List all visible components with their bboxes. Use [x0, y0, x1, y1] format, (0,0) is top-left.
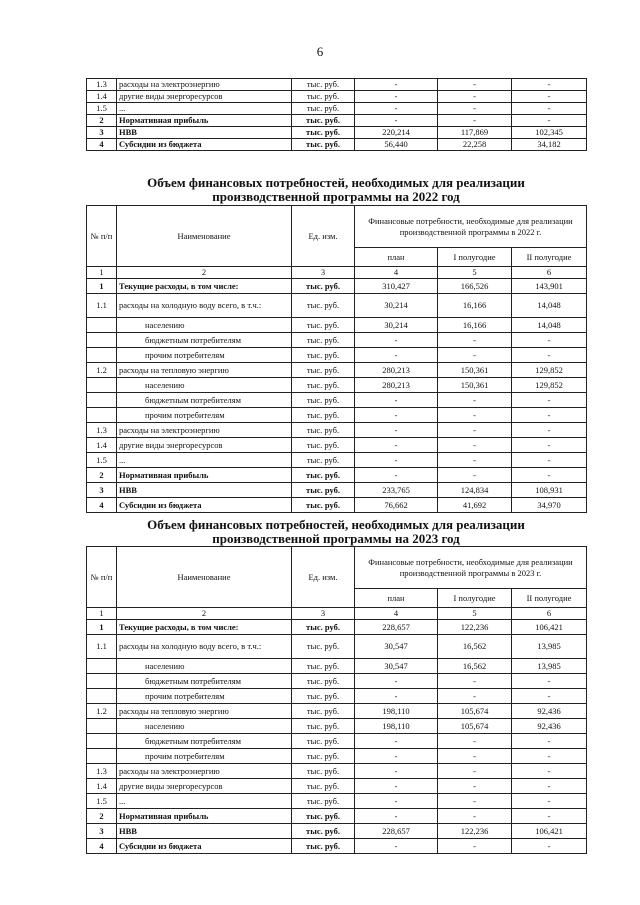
row-unit: тыс. руб. — [292, 294, 355, 318]
row-value-half1: 41,692 — [438, 498, 512, 513]
row-num: 1 — [87, 620, 117, 635]
row-unit: тыс. руб. — [292, 764, 355, 779]
row-value-half1: - — [438, 333, 512, 348]
row-value-half1: - — [438, 749, 512, 764]
row-name: Нормативная прибыль — [117, 809, 292, 824]
header-group: Финансовые потребности, необходимые для реализации производственной программы в 2023 г. — [355, 547, 587, 589]
row-unit: тыс. руб. — [292, 393, 355, 408]
row-value-plan: 310,427 — [355, 279, 438, 294]
row-value-half2: - — [512, 393, 587, 408]
row-num: 1.4 — [87, 438, 117, 453]
column-index: 1 — [87, 267, 117, 279]
row-num: 1.5 — [87, 794, 117, 809]
row-unit: тыс. руб. — [292, 115, 355, 127]
row-name: расходы на электроэнергию — [117, 79, 292, 91]
row-name: населению — [117, 378, 292, 393]
row-value-half1: 124,834 — [438, 483, 512, 498]
column-index: 4 — [355, 267, 438, 279]
column-index: 6 — [512, 267, 587, 279]
row-name: Нормативная прибыль — [117, 468, 292, 483]
row-name: Нормативная прибыль — [117, 115, 292, 127]
row-num: 1.4 — [87, 779, 117, 794]
header-half2: II полугодие — [512, 248, 587, 267]
row-value-half2: - — [512, 438, 587, 453]
row-value-half1: - — [438, 689, 512, 704]
row-value-half2: 14,048 — [512, 294, 587, 318]
table-row — [87, 91, 587, 103]
row-value-plan: - — [355, 393, 438, 408]
row-num: 4 — [87, 139, 117, 151]
table-row — [87, 635, 587, 659]
row-unit: тыс. руб. — [292, 468, 355, 483]
financial-table-2023 — [86, 546, 587, 854]
row-value-half1: 150,361 — [438, 363, 512, 378]
row-value-plan: - — [355, 674, 438, 689]
row-unit: тыс. руб. — [292, 734, 355, 749]
row-unit: тыс. руб. — [292, 91, 355, 103]
table-row — [87, 103, 587, 115]
row-name: населению — [117, 719, 292, 734]
row-value-half1: 117,869 — [438, 127, 512, 139]
row-value-half2: - — [512, 348, 587, 363]
row-num: 1.1 — [87, 294, 117, 318]
row-name: бюджетным потребителям — [117, 674, 292, 689]
row-value-half2: 129,852 — [512, 378, 587, 393]
row-num: 1.3 — [87, 764, 117, 779]
row-value-plan: - — [355, 689, 438, 704]
table-title-line2: производственной программы на 2023 год — [212, 531, 460, 546]
table-row — [87, 498, 587, 513]
row-num: 2 — [87, 115, 117, 127]
row-value-plan: - — [355, 468, 438, 483]
row-unit: тыс. руб. — [292, 279, 355, 294]
continuation-table — [86, 78, 587, 151]
row-num: 1.1 — [87, 635, 117, 659]
table-title-line2: производственной программы на 2022 год — [212, 189, 460, 204]
row-unit: тыс. руб. — [292, 453, 355, 468]
row-value-half1: - — [438, 839, 512, 854]
row-unit: тыс. руб. — [292, 689, 355, 704]
row-value-half1: - — [438, 91, 512, 103]
row-value-plan: - — [355, 779, 438, 794]
row-value-half1: 16,166 — [438, 318, 512, 333]
table-row — [87, 620, 587, 635]
row-name: другие виды энергоресурсов — [117, 438, 292, 453]
row-value-half2: - — [512, 809, 587, 824]
table-2023-title — [86, 518, 586, 546]
row-value-half2: - — [512, 115, 587, 127]
row-num: 1.3 — [87, 79, 117, 91]
row-value-plan: - — [355, 348, 438, 363]
row-value-plan: 30,214 — [355, 318, 438, 333]
header-unit: Ед. изм. — [292, 547, 355, 608]
row-value-half2: - — [512, 423, 587, 438]
row-value-half2: - — [512, 749, 587, 764]
row-name: бюджетным потребителям — [117, 734, 292, 749]
table-row — [87, 438, 587, 453]
row-num: 3 — [87, 824, 117, 839]
row-unit: тыс. руб. — [292, 378, 355, 393]
row-value-plan: 280,213 — [355, 378, 438, 393]
row-value-half1: - — [438, 348, 512, 363]
row-value-half2: - — [512, 689, 587, 704]
row-value-plan: 198,110 — [355, 719, 438, 734]
financial-table-2022 — [86, 205, 587, 513]
table-row — [87, 764, 587, 779]
row-value-half2: 13,985 — [512, 635, 587, 659]
row-value-plan: 30,547 — [355, 635, 438, 659]
row-unit: тыс. руб. — [292, 408, 355, 423]
table-row — [87, 318, 587, 333]
table-row — [87, 839, 587, 854]
row-unit: тыс. руб. — [292, 809, 355, 824]
row-value-half1: - — [438, 115, 512, 127]
row-name: прочим потребителям — [117, 749, 292, 764]
row-unit: тыс. руб. — [292, 333, 355, 348]
row-value-plan: 76,662 — [355, 498, 438, 513]
row-value-half1: - — [438, 79, 512, 91]
row-value-plan: 233,765 — [355, 483, 438, 498]
header-half1: I полугодие — [438, 589, 512, 608]
row-name: расходы на тепловую энергию — [117, 363, 292, 378]
row-value-plan: - — [355, 115, 438, 127]
row-value-half1: - — [438, 468, 512, 483]
row-value-half1: 122,236 — [438, 824, 512, 839]
row-name: бюджетным потребителям — [117, 393, 292, 408]
row-name: расходы на тепловую энергию — [117, 704, 292, 719]
row-value-half2: 14,048 — [512, 318, 587, 333]
row-unit: тыс. руб. — [292, 635, 355, 659]
row-name: расходы на электроэнергию — [117, 423, 292, 438]
row-name: бюджетным потребителям — [117, 333, 292, 348]
row-num: 4 — [87, 839, 117, 854]
row-value-plan: - — [355, 91, 438, 103]
row-value-half2: 106,421 — [512, 620, 587, 635]
row-name: прочим потребителям — [117, 348, 292, 363]
table-row — [87, 363, 587, 378]
table-row — [87, 453, 587, 468]
row-value-half2: 34,182 — [512, 139, 587, 151]
table-2022-title — [86, 176, 586, 204]
row-unit: тыс. руб. — [292, 79, 355, 91]
column-index: 2 — [117, 267, 292, 279]
row-value-half1: 22,258 — [438, 139, 512, 151]
row-unit: тыс. руб. — [292, 749, 355, 764]
row-value-plan: 30,214 — [355, 294, 438, 318]
row-value-half1: 16,166 — [438, 294, 512, 318]
row-value-half2: - — [512, 764, 587, 779]
header-half2: II полугодие — [512, 589, 587, 608]
table-row — [87, 279, 587, 294]
row-unit: тыс. руб. — [292, 127, 355, 139]
row-num: 1.5 — [87, 103, 117, 115]
row-value-half2: - — [512, 453, 587, 468]
row-name: НВВ — [117, 824, 292, 839]
row-value-plan: - — [355, 794, 438, 809]
table-row — [87, 689, 587, 704]
row-unit: тыс. руб. — [292, 483, 355, 498]
row-value-half2: 143,901 — [512, 279, 587, 294]
row-value-plan: - — [355, 438, 438, 453]
table-row — [87, 483, 587, 498]
row-value-plan: - — [355, 408, 438, 423]
row-value-half2: - — [512, 779, 587, 794]
row-value-plan: 198,110 — [355, 704, 438, 719]
column-index: 5 — [438, 608, 512, 620]
row-value-half2: 129,852 — [512, 363, 587, 378]
row-value-half2: 108,931 — [512, 483, 587, 498]
table-row — [87, 809, 587, 824]
header-num: № п/п — [87, 206, 117, 267]
row-name: расходы на холодную воду всего, в т.ч.: — [117, 635, 292, 659]
header-group: Финансовые потребности, необходимые для реализации производственной программы в 2022 г. — [355, 206, 587, 248]
row-name: другие виды энергоресурсов — [117, 779, 292, 794]
table-title-line1: Объем финансовых потребностей, необходимых для реализации — [147, 175, 525, 190]
row-num — [87, 689, 117, 704]
row-unit: тыс. руб. — [292, 719, 355, 734]
row-num: 3 — [87, 127, 117, 139]
column-index-row — [87, 608, 587, 620]
row-unit: тыс. руб. — [292, 704, 355, 719]
table-row — [87, 824, 587, 839]
row-value-half2: 92,436 — [512, 704, 587, 719]
row-num — [87, 749, 117, 764]
row-num — [87, 348, 117, 363]
table-row — [87, 393, 587, 408]
row-value-plan: 56,440 — [355, 139, 438, 151]
row-value-half1: 150,361 — [438, 378, 512, 393]
header-plan: план — [355, 589, 438, 608]
row-value-plan: - — [355, 333, 438, 348]
row-value-half1: - — [438, 764, 512, 779]
header-name: Наименование — [117, 206, 292, 267]
row-name: НВВ — [117, 127, 292, 139]
table-row — [87, 294, 587, 318]
row-value-plan: 30,547 — [355, 659, 438, 674]
row-num — [87, 333, 117, 348]
row-num — [87, 408, 117, 423]
row-num: 3 — [87, 483, 117, 498]
row-value-half1: - — [438, 408, 512, 423]
table-row — [87, 348, 587, 363]
column-index-row — [87, 267, 587, 279]
row-value-plan: - — [355, 734, 438, 749]
table-row — [87, 408, 587, 423]
row-unit: тыс. руб. — [292, 139, 355, 151]
row-unit: тыс. руб. — [292, 839, 355, 854]
table-row — [87, 674, 587, 689]
row-unit: тыс. руб. — [292, 363, 355, 378]
row-num — [87, 734, 117, 749]
row-value-half1: 105,674 — [438, 704, 512, 719]
row-value-plan: - — [355, 764, 438, 779]
row-value-half1: - — [438, 423, 512, 438]
row-value-plan: - — [355, 423, 438, 438]
table-row — [87, 749, 587, 764]
column-index: 3 — [292, 267, 355, 279]
table-row — [87, 794, 587, 809]
row-value-plan: 228,657 — [355, 824, 438, 839]
table-row — [87, 704, 587, 719]
row-unit: тыс. руб. — [292, 659, 355, 674]
row-name: населению — [117, 659, 292, 674]
column-index: 5 — [438, 267, 512, 279]
row-num: 1.2 — [87, 363, 117, 378]
row-name: ... — [117, 794, 292, 809]
row-value-half2: 34,970 — [512, 498, 587, 513]
row-num — [87, 674, 117, 689]
row-name: Субсидии из бюджета — [117, 498, 292, 513]
row-unit: тыс. руб. — [292, 348, 355, 363]
row-value-half2: 92,436 — [512, 719, 587, 734]
row-value-half1: 166,526 — [438, 279, 512, 294]
row-unit: тыс. руб. — [292, 674, 355, 689]
header-name: Наименование — [117, 547, 292, 608]
row-unit: тыс. руб. — [292, 103, 355, 115]
table-row — [87, 659, 587, 674]
row-name: ... — [117, 103, 292, 115]
table-row — [87, 423, 587, 438]
row-unit: тыс. руб. — [292, 824, 355, 839]
row-unit: тыс. руб. — [292, 620, 355, 635]
row-num: 1 — [87, 279, 117, 294]
row-value-half2: - — [512, 79, 587, 91]
row-value-half2: - — [512, 794, 587, 809]
row-value-half2: - — [512, 468, 587, 483]
table-title-line1: Объем финансовых потребностей, необходимых для реализации — [147, 517, 525, 532]
row-value-half2: 106,421 — [512, 824, 587, 839]
table-row — [87, 734, 587, 749]
table-row — [87, 779, 587, 794]
row-value-plan: 228,657 — [355, 620, 438, 635]
row-num — [87, 719, 117, 734]
row-value-half2: - — [512, 103, 587, 115]
row-unit: тыс. руб. — [292, 779, 355, 794]
row-num — [87, 659, 117, 674]
row-value-half1: - — [438, 438, 512, 453]
header-unit: Ед. изм. — [292, 206, 355, 267]
row-value-half1: - — [438, 393, 512, 408]
row-name: Текущие расходы, в том числе: — [117, 620, 292, 635]
column-index: 4 — [355, 608, 438, 620]
row-num — [87, 318, 117, 333]
row-name: Субсидии из бюджета — [117, 839, 292, 854]
row-value-half2: - — [512, 734, 587, 749]
row-name: населению — [117, 318, 292, 333]
row-value-plan: - — [355, 839, 438, 854]
row-unit: тыс. руб. — [292, 318, 355, 333]
header-plan: план — [355, 248, 438, 267]
table-row — [87, 468, 587, 483]
table-row — [87, 333, 587, 348]
table-row — [87, 719, 587, 734]
table-row — [87, 127, 587, 139]
row-value-half2: 13,985 — [512, 659, 587, 674]
column-index: 3 — [292, 608, 355, 620]
row-value-half2: - — [512, 408, 587, 423]
row-value-half1: - — [438, 779, 512, 794]
column-index: 6 — [512, 608, 587, 620]
row-value-half1: 122,236 — [438, 620, 512, 635]
row-name: прочим потребителям — [117, 408, 292, 423]
column-index: 2 — [117, 608, 292, 620]
row-num: 1.3 — [87, 423, 117, 438]
row-name: прочим потребителям — [117, 689, 292, 704]
header-half1: I полугодие — [438, 248, 512, 267]
row-name: расходы на электроэнергию — [117, 764, 292, 779]
row-num: 1.5 — [87, 453, 117, 468]
column-index: 1 — [87, 608, 117, 620]
table-row — [87, 115, 587, 127]
row-value-plan: - — [355, 453, 438, 468]
row-name: НВВ — [117, 483, 292, 498]
row-name: Субсидии из бюджета — [117, 139, 292, 151]
row-value-plan: - — [355, 103, 438, 115]
row-unit: тыс. руб. — [292, 498, 355, 513]
row-value-half1: 105,674 — [438, 719, 512, 734]
row-value-half1: 16,562 — [438, 635, 512, 659]
row-num: 2 — [87, 809, 117, 824]
table-row — [87, 79, 587, 91]
row-num: 2 — [87, 468, 117, 483]
row-value-half2: - — [512, 91, 587, 103]
row-name: Текущие расходы, в том числе: — [117, 279, 292, 294]
row-value-plan: - — [355, 749, 438, 764]
row-value-half2: 102,345 — [512, 127, 587, 139]
row-value-plan: 280,213 — [355, 363, 438, 378]
row-value-half1: - — [438, 809, 512, 824]
header-num: № п/п — [87, 547, 117, 608]
row-value-half2: - — [512, 333, 587, 348]
row-name: расходы на холодную воду всего, в т.ч.: — [117, 294, 292, 318]
row-unit: тыс. руб. — [292, 438, 355, 453]
row-name: ... — [117, 453, 292, 468]
table-row — [87, 378, 587, 393]
row-value-half1: 16,562 — [438, 659, 512, 674]
table-row — [87, 139, 587, 151]
row-num — [87, 378, 117, 393]
row-value-half2: - — [512, 839, 587, 854]
row-name: другие виды энергоресурсов — [117, 91, 292, 103]
row-value-half1: - — [438, 674, 512, 689]
row-unit: тыс. руб. — [292, 423, 355, 438]
row-value-half2: - — [512, 674, 587, 689]
row-value-half1: - — [438, 734, 512, 749]
row-value-half1: - — [438, 794, 512, 809]
row-unit: тыс. руб. — [292, 794, 355, 809]
row-num: 4 — [87, 498, 117, 513]
row-value-plan: - — [355, 809, 438, 824]
row-value-plan: - — [355, 79, 438, 91]
row-num: 1.2 — [87, 704, 117, 719]
page-number: 6 — [316, 44, 324, 59]
row-value-half1: - — [438, 453, 512, 468]
row-num: 1.4 — [87, 91, 117, 103]
row-value-plan: 220,214 — [355, 127, 438, 139]
row-value-half1: - — [438, 103, 512, 115]
row-num — [87, 393, 117, 408]
